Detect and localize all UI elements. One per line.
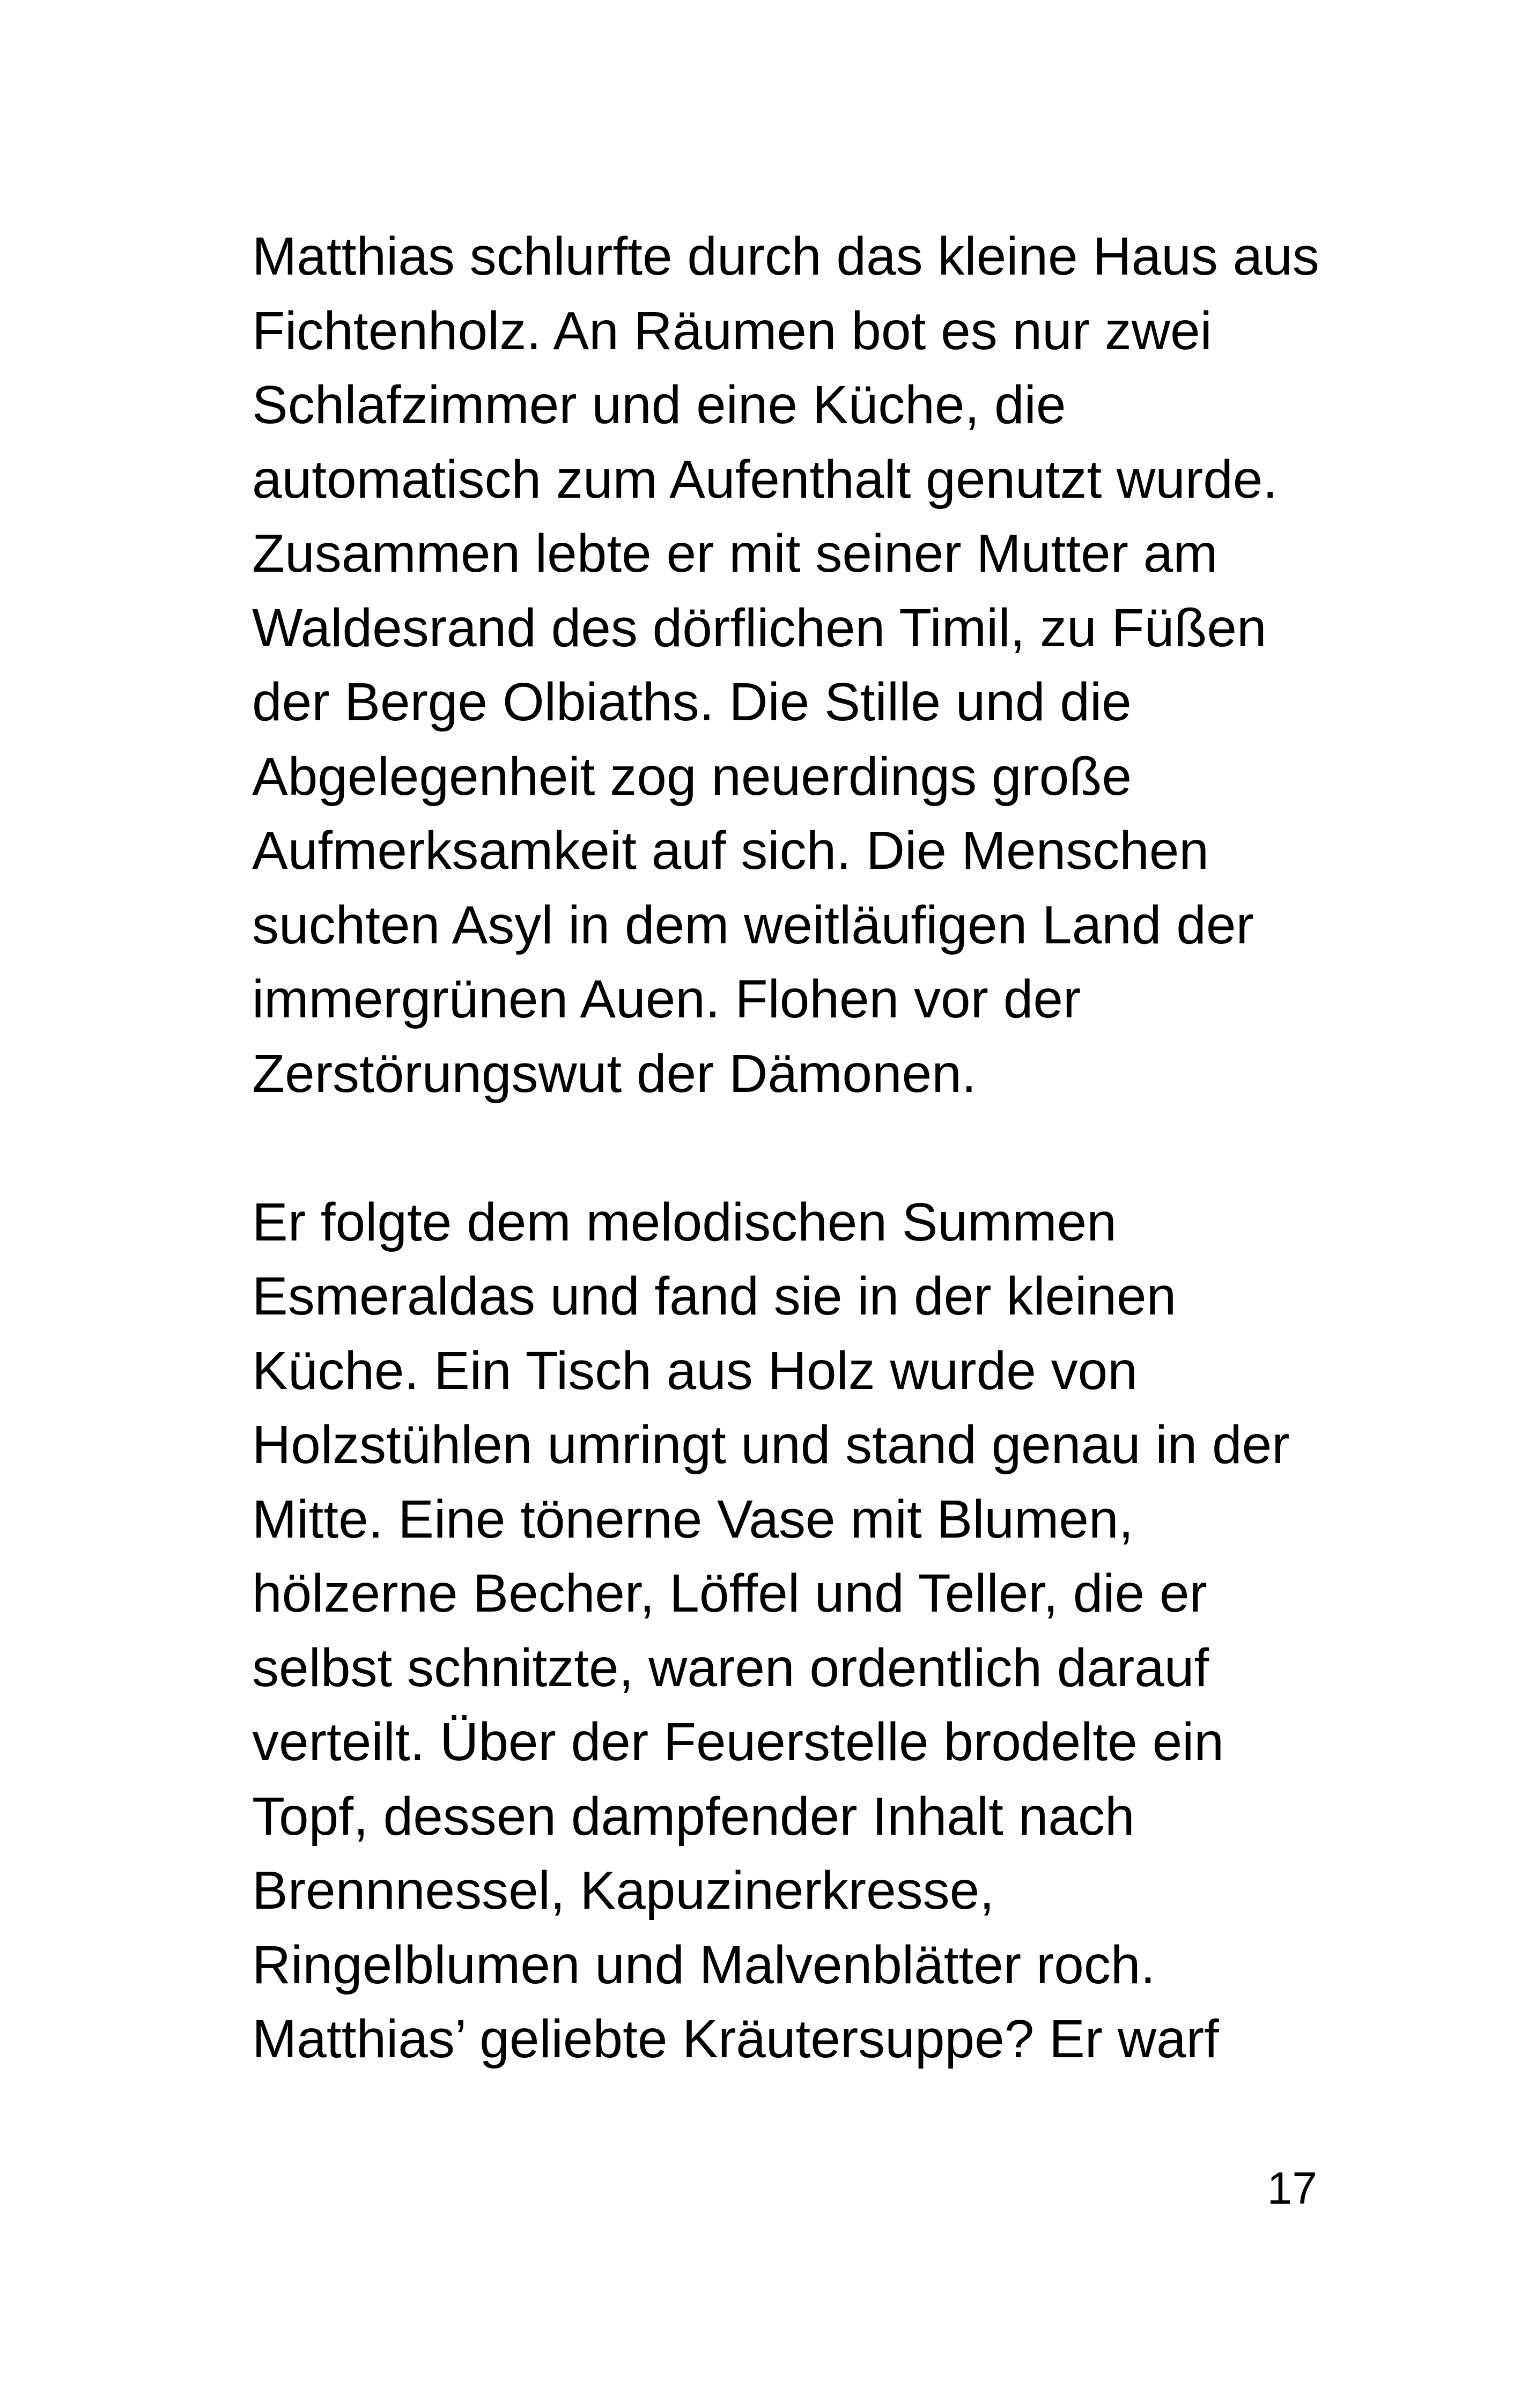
text-line: Esmeraldas und fand sie in der kleinen <box>252 1266 1177 1326</box>
text-line: Er folgte dem melodischen Summen <box>252 1192 1117 1252</box>
text-line: automatisch zum Aufenthalt genutzt wurde. <box>252 449 1278 509</box>
text-line: hölzerne Becher, Löffel und Teller, die er <box>252 1563 1207 1623</box>
text-line: selbst schnitzte, waren ordentlich darauf <box>252 1637 1209 1698</box>
text-line: immergrünen Auen. Flohen vor der <box>252 969 1081 1029</box>
page-number: 17 <box>1267 2163 1317 2213</box>
text-line: Mitte. Eine tönerne Vase mit Blumen, <box>252 1489 1134 1549</box>
paragraph-spacer <box>252 1111 1421 1185</box>
text-line: Küche. Ein Tisch aus Holz wurde von <box>252 1340 1138 1401</box>
text-line: Ringelblumen und Malvenblätter roch. <box>252 1934 1156 1995</box>
text-line: Brennnessel, Kapuzinerkresse, <box>252 1860 995 1921</box>
text-line: Matthias schlurfte durch das kleine Haus aus <box>252 226 1319 286</box>
text-line: suchten Asyl in dem weitläufigen Land der <box>252 895 1254 955</box>
text-line: Topf, dessen dampfender Inhalt nach <box>252 1786 1135 1846</box>
text-line: Schlafzimmer und eine Küche, die <box>252 375 1066 435</box>
text-line: Matthias’ geliebte Kräutersuppe? Er warf <box>252 2009 1219 2069</box>
text-line: verteilt. Über der Feuerstelle brodelte ein <box>252 1712 1224 1772</box>
text-line: Abgelegenheit zog neuerdings große <box>252 746 1132 807</box>
text-line: Zerstörungswut der Dämonen. <box>252 1043 977 1104</box>
paragraph-2 <box>252 1185 1421 2077</box>
text-line: der Berge Olbiaths. Die Stille und die <box>252 672 1132 732</box>
paragraph-1 <box>252 219 1421 1111</box>
text-line: Holzstühlen umringt und stand genau in der <box>252 1415 1290 1475</box>
text-line: Fichtenholz. An Räumen bot es nur zwei <box>252 300 1212 361</box>
text-line: Waldesrand des dörflichen Timil, zu Füßen <box>252 597 1267 658</box>
text-line: Aufmerksamkeit auf sich. Die Menschen <box>252 821 1209 881</box>
page-body-text <box>252 219 1421 2077</box>
text-line: Zusammen lebte er mit seiner Mutter am <box>252 523 1218 583</box>
